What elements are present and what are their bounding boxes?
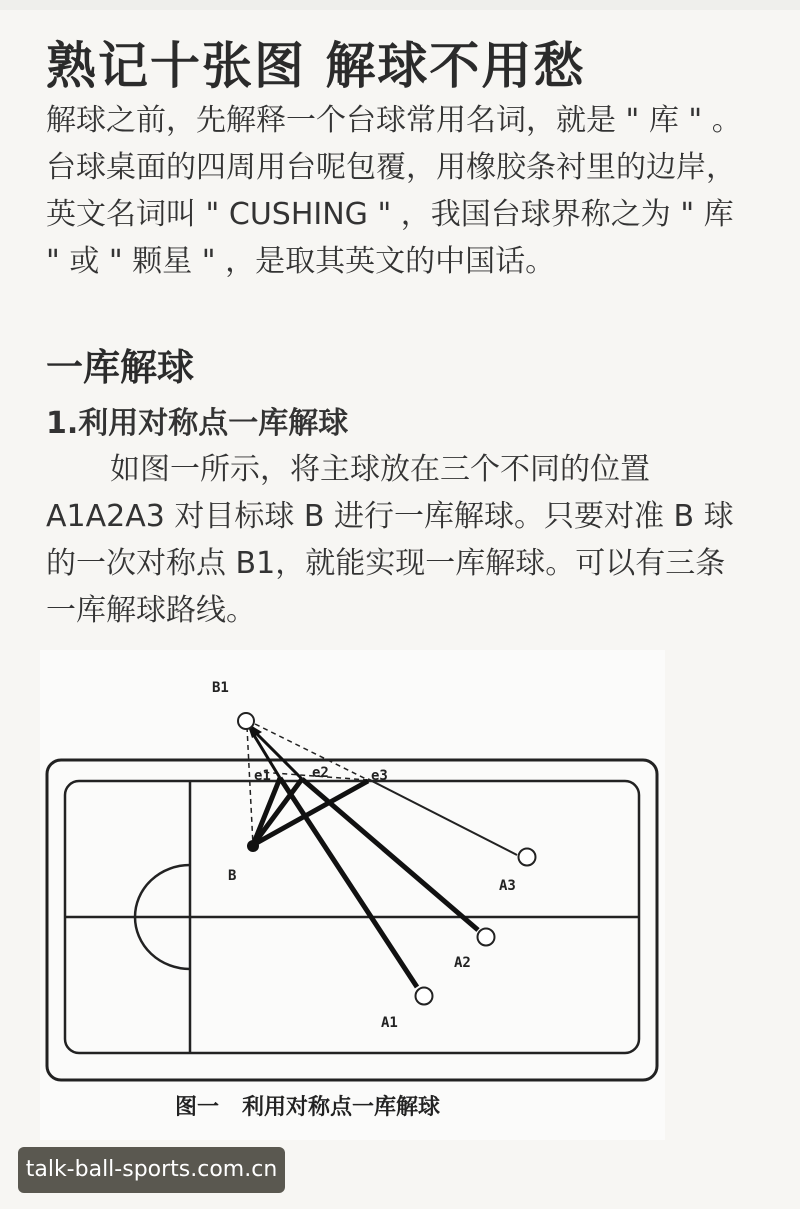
ball-b1 bbox=[238, 713, 254, 729]
article-title: 熟记十张图 解球不用愁 bbox=[46, 37, 586, 95]
label-a3: A3 bbox=[499, 878, 516, 894]
ball-a1 bbox=[416, 988, 433, 1005]
label-e1: e1 bbox=[254, 768, 271, 784]
figure-one bbox=[40, 650, 665, 1140]
label-e2: e2 bbox=[312, 765, 329, 781]
body-paragraph: 如图一所示，将主球放在三个不同的位置 A1A2A3 对目标球 B 进行一库解球。只要对准 B 球的一次对称点 B1，就能实现一库解球。可以有三条一库解球路线。 bbox=[46, 452, 734, 628]
rebound-e3-b bbox=[253, 781, 368, 845]
ball-a3 bbox=[519, 849, 536, 866]
shot-path-a1-cushion bbox=[280, 778, 417, 987]
ball-b bbox=[247, 840, 259, 852]
table-outer-border bbox=[47, 760, 657, 1080]
label-a2: A2 bbox=[454, 955, 471, 971]
watermark-badge: talk-ball-sports.com.cn bbox=[18, 1147, 285, 1193]
label-b: B bbox=[228, 868, 237, 884]
shot-path-a3-cushion bbox=[368, 779, 517, 855]
label-b1: B1 bbox=[212, 680, 229, 696]
ball-a2 bbox=[478, 929, 495, 946]
label-a1: A1 bbox=[381, 1015, 398, 1031]
mirror-dashed-b1-b bbox=[247, 727, 253, 845]
intro-paragraph: 解球之前，先解释一个台球常用名词，就是 " 库 " 。台球桌面的四周用台呢包覆，用橡胶条衬里的边岸，英文名词叫 " CUSHING " ，我国台球界称之为 " 库 " 或 " 颗星 " ，是取其英文的中国话。 bbox=[46, 103, 742, 279]
billiard-table-diagram bbox=[40, 650, 665, 1140]
figure-caption: 图一 利用对称点一库解球 bbox=[175, 1095, 440, 1120]
section-title: 一库解球 bbox=[46, 346, 194, 389]
label-e3: e3 bbox=[371, 768, 388, 784]
top-edge-strip bbox=[0, 0, 800, 10]
subsection-title: 1.利用对称点一库解球 bbox=[46, 406, 349, 441]
